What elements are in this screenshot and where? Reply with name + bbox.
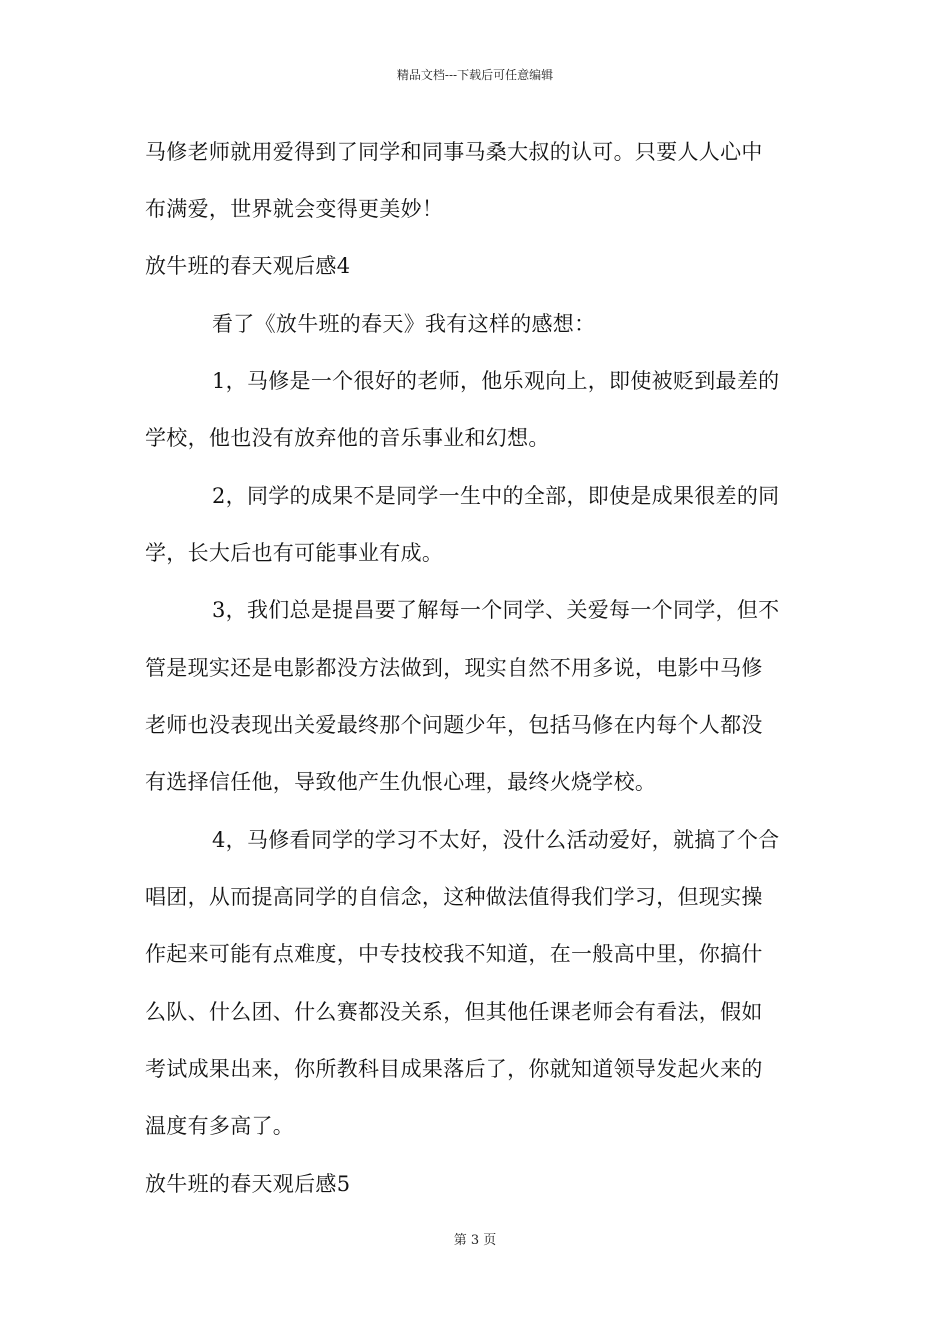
section-heading: 放牛班的春天观后感4 [145,254,351,278]
paragraph-line: 唱团，从而提高同学的自信念，这种做法值得我们学习，但现实操 [145,885,763,909]
paragraph-line: 4，马修看同学的学习不太好，没什么活动爱好，就搞了个合 [212,828,780,852]
paragraph-line: 管是现实还是电影都没方法做到，现实自然不用多说，电影中马修 [145,656,763,680]
paragraph-line: 2，同学的成果不是同学一生中的全部，即使是成果很差的同 [212,484,780,508]
paragraph-line: 老师也没表现出关爱最终那个问题少年，包括马修在内每个人都没 [145,713,763,737]
paragraph-line: 马修老师就用爱得到了同学和同事马桑大叔的认可。只要人人心中 [145,140,763,164]
page-number: 第 3 页 [453,1233,497,1248]
paragraph-line: 3，我们总是提昌要了解每一个同学、关爱每一个同学，但不 [212,598,780,622]
paragraph-line: 作起来可能有点难度，中专技校我不知道，在一般高中里，你搞什 [145,942,763,966]
paragraph-line: 么队、什么团、什么赛都没关系，但其他任课老师会有看法，假如 [145,1000,763,1024]
paragraph-line: 有选择信任他，导致他产生仇恨心理，最终火烧学校。 [145,770,657,794]
section-heading: 放牛班的春天观后感5 [145,1172,351,1196]
paragraph-line: 学，长大后也有可能事业有成。 [145,541,444,565]
paragraph-line: 1，马修是一个很好的老师，他乐观向上，即使被贬到最差的 [212,369,780,393]
page-header: 精品文档---下载后可任意编辑 [396,68,554,82]
paragraph-line: 看了《放牛班的春天》我有这样的感想： [212,312,596,336]
paragraph-line: 学校，他也没有放弃他的音乐事业和幻想。 [145,426,550,450]
paragraph-line: 布满爱，世界就会变得更美妙！ [145,197,444,221]
paragraph-line: 温度有多高了。 [145,1114,295,1138]
paragraph-line: 考试成果出来，你所教科目成果落后了，你就知道领导发起火来的 [145,1057,763,1081]
